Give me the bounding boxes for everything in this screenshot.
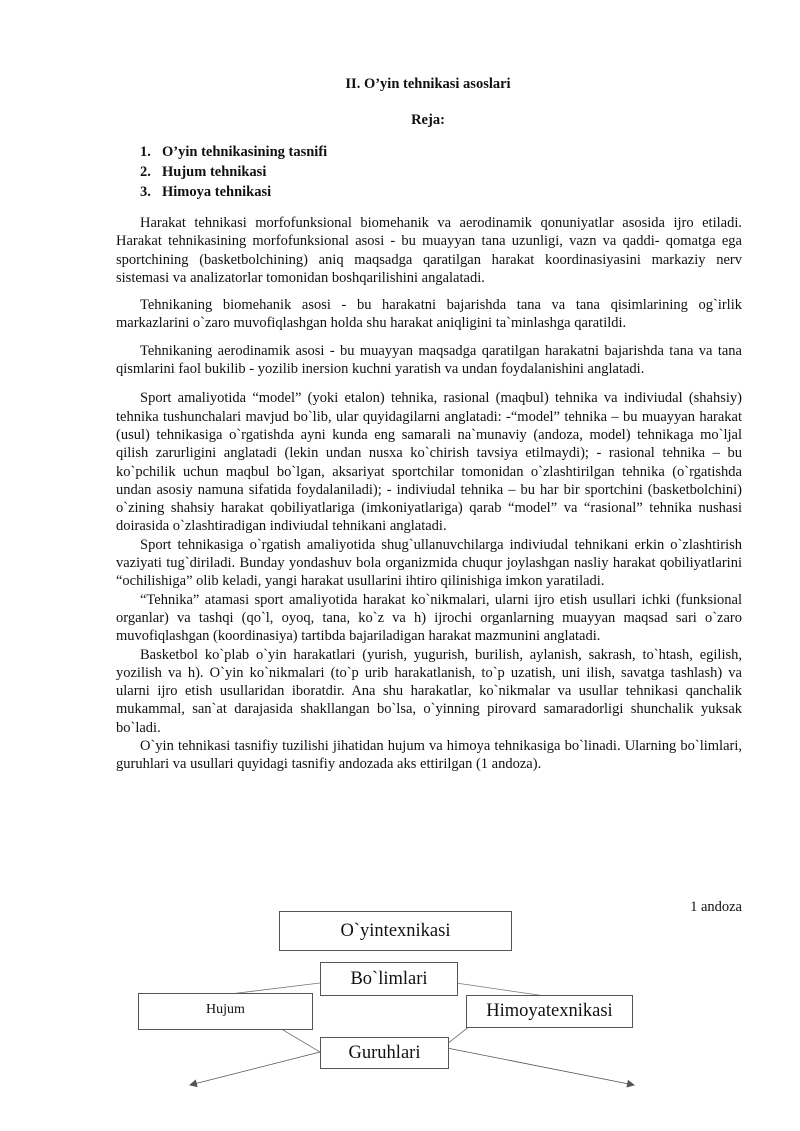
diagram-node-hujum: Hujum (138, 993, 313, 1030)
plan-item-text: O’yin tehnikasining tasnifi (162, 144, 328, 160)
page-title: II. O’yin tehnikasi asoslari (345, 76, 511, 92)
diagram-node-bolimlari: Bo`limlari (320, 962, 458, 996)
paragraph: Harakat tehnikasi morfofunksional biomehanik va aerodinamik qonuniyatlar asosida ijro etiladi. Harakat tehnikasining morfofunksional asosi - bu muayyan tana uzunligi, vazn va qaddi- qomatga ega sportchining (basketbolchining) aniq maqsadga qaratilgan harakat koordinasiyasini markaziy nerv sistemasi va analizatorlar tomonidan boshqarilishini angalatadi. (116, 215, 742, 286)
connector-line (283, 1030, 320, 1052)
plan-heading: Reja: (411, 112, 445, 128)
connector-arrow (447, 1048, 634, 1085)
paragraph: Basketbol ko`plab o`yin harakatlari (yurish, yugurish, burilish, aylanish, sakrash, to`htash, egilish, yozilish va h). O`yin ko`nikmalari (to`p urib harakatlanish, to`p uzatish, uni ilish, savatga tashlash) va ularni ijro etish usullaridan iboratdir. Ana shu harakatlar, ko`nikmalar va usullar tehnikasi qanchalik mukammal, san`at darajasida shakllangan bo`lsa, o`yinning pirovard samaradorligi shunchalik yuksak bo`ladi. (116, 646, 742, 736)
paragraph: Tehnikaning aerodinamik asosi - bu muayyan maqsadga qaratilgan harakatni bajarishda tana va tana qismlarini faol bukilib - yozilib inersion kuchni yaratish va undan foydalanishini anglatadi. (116, 342, 742, 378)
paragraph: “Tehnika” atamasi sport amaliyotida harakat ko`nikmalari, ularni ijro etish usullari ichki (funksional organlar) va tashqi (qo`l, oyoq, tana, ko`z va h) ijrochi organlarning muayyan maqsad sari o`zaro muvofiqlashgan (koordinasiya) tartibda bajariladigan harakat mazmunini anglatadi. (116, 591, 742, 645)
connector-line (447, 1026, 470, 1044)
plan-item-text: Himoya tehnikasi (162, 184, 272, 200)
connector-arrow (190, 1052, 320, 1085)
paragraph: O`yin tehnikasi tasnifiy tuzilishi jihatidan hujum va himoya tehnikasiga bo`linadi. Ularning bo`limlari, guruhlari va usullari quyidagi tasnifiy andozada aks ettirilgan (1 andoza). (116, 738, 742, 773)
plan-item-number: 2. (140, 164, 151, 180)
paragraph: Sport tehnikasiga o`rgatish amaliyotida shug`ullanuvchilarga indiviudal tehnikani erkin o`zlashtirish vaziyati tug`diriladi. Bunday yondashuv bola organizmida chuqur joylashgan nasliy harakat qobiliyatlarini “ochilishiga” olib keladi, yangi harakat usullarini ihtiro qilinishiga imkon yaratiladi. (116, 536, 742, 590)
diagram-node-main: O`yintexnikasi (279, 911, 512, 951)
diagram-node-guruhlari: Guruhlari (320, 1037, 449, 1069)
paragraph: Tehnikaning biomehanik asosi - bu harakatni bajarishda tana va tana qisimlarining og`irlik markazlarini o`zaro muvofiqlashgan holda shu harakat aniqligini ta`minlashga qaratildi. (116, 297, 742, 332)
figure-label: 1 andoza (690, 899, 742, 915)
plan-item-number: 3. (140, 184, 151, 200)
plan-item-text: Hujum tehnikasi (162, 164, 267, 180)
paragraph: Sport amaliyotida “model” (yoki etalon) tehnika, rasional (maqbul) tehnika va indiviudal (shahsiy) tehnika tushunchalari mavjud bo`lib, ular quyidagilarni anglatadi: -“model” tehnika – bu muayyan harakat (usul) tehnikasiga o`rgatishda ayni kunda eng samarali na`munaviy (andoza, model) tehnikaga mo`ljal qilish zarurligini anglatadi (lekin undan nusxa ko`chirish tavsiya etilmaydi); - rasional tehnika – bu ko`pchilik uchun maqbul bo`lgan, aksariyat sportchilar tomonidan o`zlashtirilgan tehnika (o`rgatishda undan asosiy namuna sifatida foydalaniladi); - indiviudal tehnika – bu har bir sportchini (basketbolchini) o`zining shahsiy harakat qobiliyatlariga (imkoniyatlariga) qarab “model” va “rasional” tehnika nushasi doirasida o`zlashtiradigan indiviudal tehnikani anglatadi. (116, 390, 742, 535)
diagram-node-himoya: Himoyatexnikasi (466, 995, 633, 1028)
plan-item-number: 1. (140, 144, 151, 160)
